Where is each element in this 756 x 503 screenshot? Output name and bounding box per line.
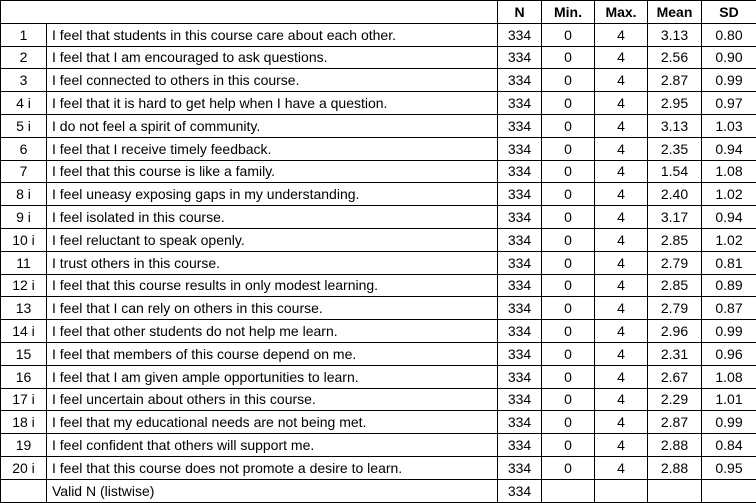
item-number: 5 i bbox=[1, 114, 47, 137]
max-cell: 4 bbox=[595, 69, 648, 92]
table-row bbox=[1, 23, 756, 46]
sd-cell: 0.97 bbox=[702, 92, 756, 115]
footer-empty-cell bbox=[648, 479, 702, 502]
item-number: 4 i bbox=[1, 92, 47, 115]
sd-cell: 0.94 bbox=[702, 206, 756, 229]
sd-cell: 0.99 bbox=[702, 320, 756, 343]
min-cell: 0 bbox=[542, 114, 595, 137]
item-statement: I feel that I am encouraged to ask questions. bbox=[47, 46, 498, 69]
mean-cell: 2.85 bbox=[648, 274, 702, 297]
item-statement: I trust others in this course. bbox=[47, 251, 498, 274]
max-cell: 4 bbox=[595, 365, 648, 388]
table-row bbox=[1, 365, 756, 388]
mean-cell: 2.79 bbox=[648, 297, 702, 320]
max-cell: 4 bbox=[595, 456, 648, 479]
table-row bbox=[1, 137, 756, 160]
footer-empty-cell bbox=[595, 479, 648, 502]
sd-cell: 1.02 bbox=[702, 228, 756, 251]
min-cell: 0 bbox=[542, 228, 595, 251]
n-cell: 334 bbox=[498, 23, 542, 46]
mean-cell: 2.88 bbox=[648, 456, 702, 479]
header-min: Min. bbox=[542, 1, 595, 24]
footer-n: 334 bbox=[498, 479, 542, 502]
max-cell: 4 bbox=[595, 388, 648, 411]
min-cell: 0 bbox=[542, 456, 595, 479]
item-number: 3 bbox=[1, 69, 47, 92]
n-cell: 334 bbox=[498, 456, 542, 479]
mean-cell: 2.67 bbox=[648, 365, 702, 388]
max-cell: 4 bbox=[595, 434, 648, 457]
min-cell: 0 bbox=[542, 320, 595, 343]
sd-cell: 0.87 bbox=[702, 297, 756, 320]
max-cell: 4 bbox=[595, 228, 648, 251]
min-cell: 0 bbox=[542, 251, 595, 274]
table-row bbox=[1, 456, 756, 479]
mean-cell: 2.56 bbox=[648, 46, 702, 69]
item-number: 8 i bbox=[1, 183, 47, 206]
item-statement: I feel uneasy exposing gaps in my understanding. bbox=[47, 183, 498, 206]
item-statement: I feel that this course does not promote a desire to learn. bbox=[47, 456, 498, 479]
min-cell: 0 bbox=[542, 183, 595, 206]
header-max: Max. bbox=[595, 1, 648, 24]
min-cell: 0 bbox=[542, 160, 595, 183]
mean-cell: 3.17 bbox=[648, 206, 702, 229]
table-row bbox=[1, 411, 756, 434]
min-cell: 0 bbox=[542, 434, 595, 457]
item-statement: I feel reluctant to speak openly. bbox=[47, 228, 498, 251]
mean-cell: 2.29 bbox=[648, 388, 702, 411]
min-cell: 0 bbox=[542, 92, 595, 115]
n-cell: 334 bbox=[498, 114, 542, 137]
table-row bbox=[1, 160, 756, 183]
header-sd: SD bbox=[702, 1, 756, 24]
min-cell: 0 bbox=[542, 297, 595, 320]
n-cell: 334 bbox=[498, 69, 542, 92]
max-cell: 4 bbox=[595, 342, 648, 365]
sd-cell: 0.96 bbox=[702, 342, 756, 365]
mean-cell: 2.87 bbox=[648, 411, 702, 434]
n-cell: 334 bbox=[498, 388, 542, 411]
item-number: 10 i bbox=[1, 228, 47, 251]
max-cell: 4 bbox=[595, 206, 648, 229]
table-row bbox=[1, 434, 756, 457]
max-cell: 4 bbox=[595, 320, 648, 343]
table-row bbox=[1, 342, 756, 365]
footer-label: Valid N (listwise) bbox=[47, 479, 498, 502]
item-statement: I feel confident that others will support me. bbox=[47, 434, 498, 457]
max-cell: 4 bbox=[595, 251, 648, 274]
max-cell: 4 bbox=[595, 411, 648, 434]
header-item bbox=[1, 1, 498, 24]
item-statement: I feel isolated in this course. bbox=[47, 206, 498, 229]
max-cell: 4 bbox=[595, 137, 648, 160]
footer-empty-cell bbox=[542, 479, 595, 502]
item-number: 17 i bbox=[1, 388, 47, 411]
item-statement: I feel that I receive timely feedback. bbox=[47, 137, 498, 160]
item-number: 19 bbox=[1, 434, 47, 457]
table-row bbox=[1, 297, 756, 320]
item-statement: I feel that other students do not help me learn. bbox=[47, 320, 498, 343]
sd-cell: 0.80 bbox=[702, 23, 756, 46]
min-cell: 0 bbox=[542, 137, 595, 160]
n-cell: 334 bbox=[498, 434, 542, 457]
item-number: 9 i bbox=[1, 206, 47, 229]
n-cell: 334 bbox=[498, 411, 542, 434]
sd-cell: 1.08 bbox=[702, 160, 756, 183]
footer-empty-cell bbox=[702, 479, 756, 502]
mean-cell: 2.79 bbox=[648, 251, 702, 274]
item-statement: I feel that it is hard to get help when I have a question. bbox=[47, 92, 498, 115]
n-cell: 334 bbox=[498, 137, 542, 160]
max-cell: 4 bbox=[595, 92, 648, 115]
item-number: 7 bbox=[1, 160, 47, 183]
min-cell: 0 bbox=[542, 206, 595, 229]
sd-cell: 1.01 bbox=[702, 388, 756, 411]
min-cell: 0 bbox=[542, 365, 595, 388]
n-cell: 334 bbox=[498, 251, 542, 274]
max-cell: 4 bbox=[595, 274, 648, 297]
table-row bbox=[1, 274, 756, 297]
n-cell: 334 bbox=[498, 274, 542, 297]
table-row bbox=[1, 183, 756, 206]
item-number: 20 i bbox=[1, 456, 47, 479]
mean-cell: 2.88 bbox=[648, 434, 702, 457]
sd-cell: 0.94 bbox=[702, 137, 756, 160]
item-number: 12 i bbox=[1, 274, 47, 297]
sd-cell: 0.99 bbox=[702, 69, 756, 92]
max-cell: 4 bbox=[595, 114, 648, 137]
mean-cell: 2.96 bbox=[648, 320, 702, 343]
mean-cell: 3.13 bbox=[648, 114, 702, 137]
sd-cell: 0.90 bbox=[702, 46, 756, 69]
table-row bbox=[1, 69, 756, 92]
table-row bbox=[1, 251, 756, 274]
item-number: 18 i bbox=[1, 411, 47, 434]
n-cell: 334 bbox=[498, 228, 542, 251]
n-cell: 334 bbox=[498, 365, 542, 388]
sd-cell: 0.95 bbox=[702, 456, 756, 479]
max-cell: 4 bbox=[595, 23, 648, 46]
n-cell: 334 bbox=[498, 46, 542, 69]
min-cell: 0 bbox=[542, 342, 595, 365]
n-cell: 334 bbox=[498, 206, 542, 229]
max-cell: 4 bbox=[595, 160, 648, 183]
table-row bbox=[1, 92, 756, 115]
mean-cell: 3.13 bbox=[648, 23, 702, 46]
min-cell: 0 bbox=[542, 388, 595, 411]
n-cell: 334 bbox=[498, 92, 542, 115]
n-cell: 334 bbox=[498, 183, 542, 206]
max-cell: 4 bbox=[595, 297, 648, 320]
item-statement: I feel that my educational needs are not being met. bbox=[47, 411, 498, 434]
footer-empty-cell bbox=[1, 479, 47, 502]
item-number: 15 bbox=[1, 342, 47, 365]
n-cell: 334 bbox=[498, 160, 542, 183]
mean-cell: 2.95 bbox=[648, 92, 702, 115]
mean-cell: 2.85 bbox=[648, 228, 702, 251]
min-cell: 0 bbox=[542, 69, 595, 92]
max-cell: 4 bbox=[595, 46, 648, 69]
min-cell: 0 bbox=[542, 411, 595, 434]
item-statement: I feel that members of this course depend on me. bbox=[47, 342, 498, 365]
item-number: 11 bbox=[1, 251, 47, 274]
table-row bbox=[1, 114, 756, 137]
table-body bbox=[1, 23, 756, 479]
table-row bbox=[1, 388, 756, 411]
sd-cell: 0.81 bbox=[702, 251, 756, 274]
mean-cell: 2.87 bbox=[648, 69, 702, 92]
sd-cell: 1.02 bbox=[702, 183, 756, 206]
item-number: 1 bbox=[1, 23, 47, 46]
n-cell: 334 bbox=[498, 320, 542, 343]
header-n: N bbox=[498, 1, 542, 24]
item-number: 6 bbox=[1, 137, 47, 160]
item-statement: I feel uncertain about others in this course. bbox=[47, 388, 498, 411]
item-statement: I feel that this course is like a family. bbox=[47, 160, 498, 183]
item-statement: I feel that I am given ample opportunities to learn. bbox=[47, 365, 498, 388]
n-cell: 334 bbox=[498, 297, 542, 320]
item-number: 16 bbox=[1, 365, 47, 388]
item-statement: I feel that students in this course care about each other. bbox=[47, 23, 498, 46]
item-statement: I do not feel a spirit of community. bbox=[47, 114, 498, 137]
sd-cell: 1.08 bbox=[702, 365, 756, 388]
table-row bbox=[1, 228, 756, 251]
n-cell: 334 bbox=[498, 342, 542, 365]
max-cell: 4 bbox=[595, 183, 648, 206]
mean-cell: 1.54 bbox=[648, 160, 702, 183]
min-cell: 0 bbox=[542, 23, 595, 46]
item-statement: I feel connected to others in this course. bbox=[47, 69, 498, 92]
table-row bbox=[1, 320, 756, 343]
sd-cell: 1.03 bbox=[702, 114, 756, 137]
sd-cell: 0.84 bbox=[702, 434, 756, 457]
min-cell: 0 bbox=[542, 274, 595, 297]
item-number: 13 bbox=[1, 297, 47, 320]
table-row bbox=[1, 206, 756, 229]
header-mean: Mean bbox=[648, 1, 702, 24]
header-row bbox=[1, 1, 756, 24]
table-row bbox=[1, 46, 756, 69]
mean-cell: 2.35 bbox=[648, 137, 702, 160]
sd-cell: 0.89 bbox=[702, 274, 756, 297]
item-statement: I feel that I can rely on others in this course. bbox=[47, 297, 498, 320]
footer-row bbox=[1, 479, 756, 502]
item-number: 14 i bbox=[1, 320, 47, 343]
item-number: 2 bbox=[1, 46, 47, 69]
item-statement: I feel that this course results in only modest learning. bbox=[47, 274, 498, 297]
min-cell: 0 bbox=[542, 46, 595, 69]
sd-cell: 0.99 bbox=[702, 411, 756, 434]
mean-cell: 2.40 bbox=[648, 183, 702, 206]
mean-cell: 2.31 bbox=[648, 342, 702, 365]
